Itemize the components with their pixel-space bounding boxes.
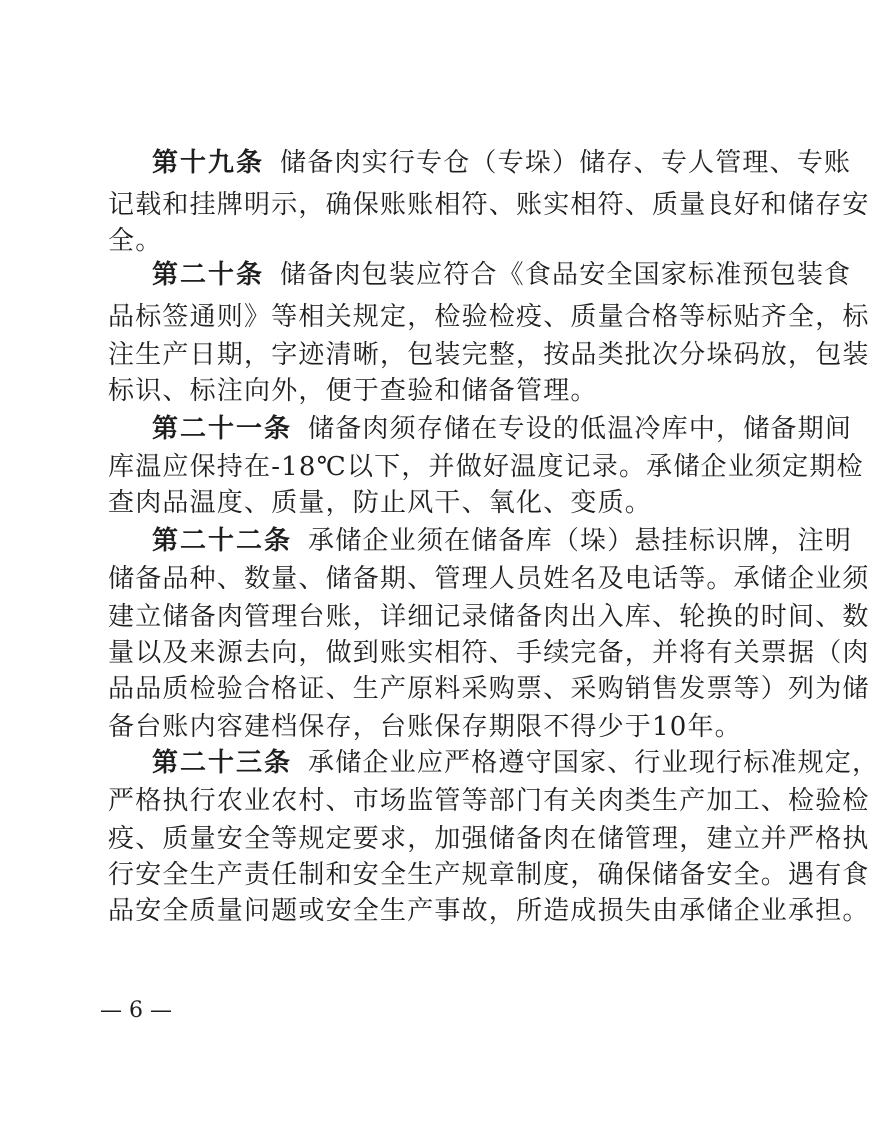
- article-22-line-3: 建立储备肉管理台账，详细记录储备肉出入库、轮换的时间、数: [108, 602, 870, 632]
- article-20-line-4: 标识、标注向外，便于查验和储备管理。: [108, 376, 598, 406]
- article-23-line-5: 品安全质量问题或安全生产事故，所造成损失由承储企业承担。: [108, 896, 870, 926]
- article-20-heading: 第二十条: [152, 260, 265, 290]
- article-19-line-3: 全。: [108, 226, 163, 256]
- article-22-line-1: [152, 521, 853, 561]
- article-22-text: 承储企业须在储备库（垛）悬挂标识牌，注明: [308, 526, 853, 556]
- article-21-line-2: 库温应保持在-18℃以下，并做好温度记录。承储企业须定期检: [108, 452, 864, 482]
- article-23-line-4: 行安全生产责任制和安全生产规章制度，确保储备安全。遇有食: [108, 860, 870, 890]
- article-23-text: 承储企业应严格遵守国家、行业现行标准规定，: [308, 748, 879, 778]
- article-22-heading: 第二十二条: [152, 526, 293, 556]
- article-23-heading: 第二十三条: [152, 748, 293, 778]
- article-20-text: 储备肉包装应符合《食品安全国家标准预包装食: [280, 260, 852, 290]
- article-23-line-2: 严格执行农业农村、市场监管等部门有关肉类生产加工、检验检: [108, 786, 870, 816]
- article-21-line-1: [152, 409, 853, 449]
- article-22-line-5: 品品质检验合格证、生产原料采购票、采购销售发票等）列为储: [108, 674, 870, 704]
- article-23-line-3: 疫、质量安全等规定要求，加强储备肉在储管理，建立并严格执: [108, 824, 870, 854]
- article-19-heading: 第十九条: [152, 148, 265, 178]
- article-21-heading: 第二十一条: [152, 414, 293, 444]
- article-19-line-1: [152, 143, 852, 183]
- article-22-line-4: 量以及来源去向，做到账实相符、手续完备，并将有关票据（肉: [108, 638, 870, 668]
- article-21-line-3: 查肉品温度、质量，防止风干、氧化、变质。: [108, 488, 653, 518]
- article-20-line-2: 品标签通则》等相关规定，检验检疫、质量合格等标贴齐全，标: [108, 302, 870, 332]
- article-19-text: 储备肉实行专仓（专垛）储存、专人管理、专账: [280, 148, 852, 178]
- article-20-line-3: 注生产日期，字迹清晰，包装完整，按品类批次分垛码放，包装: [108, 340, 870, 370]
- article-21-text: 储备肉须存储在专设的低温冷库中，储备期间: [308, 414, 853, 444]
- article-22-line-2: 储备品种、数量、储备期、管理人员姓名及电话等。承储企业须: [108, 564, 870, 594]
- article-20-line-1: [152, 255, 852, 295]
- article-19-line-2: 记载和挂牌明示，确保账账相符、账实相符、质量良好和储存安: [108, 190, 870, 220]
- page-number: — 6 —: [100, 998, 172, 1023]
- article-23-line-1: [152, 743, 879, 783]
- article-22-line-6: 备台账内容建档保存，台账保存期限不得少于10年。: [108, 712, 742, 742]
